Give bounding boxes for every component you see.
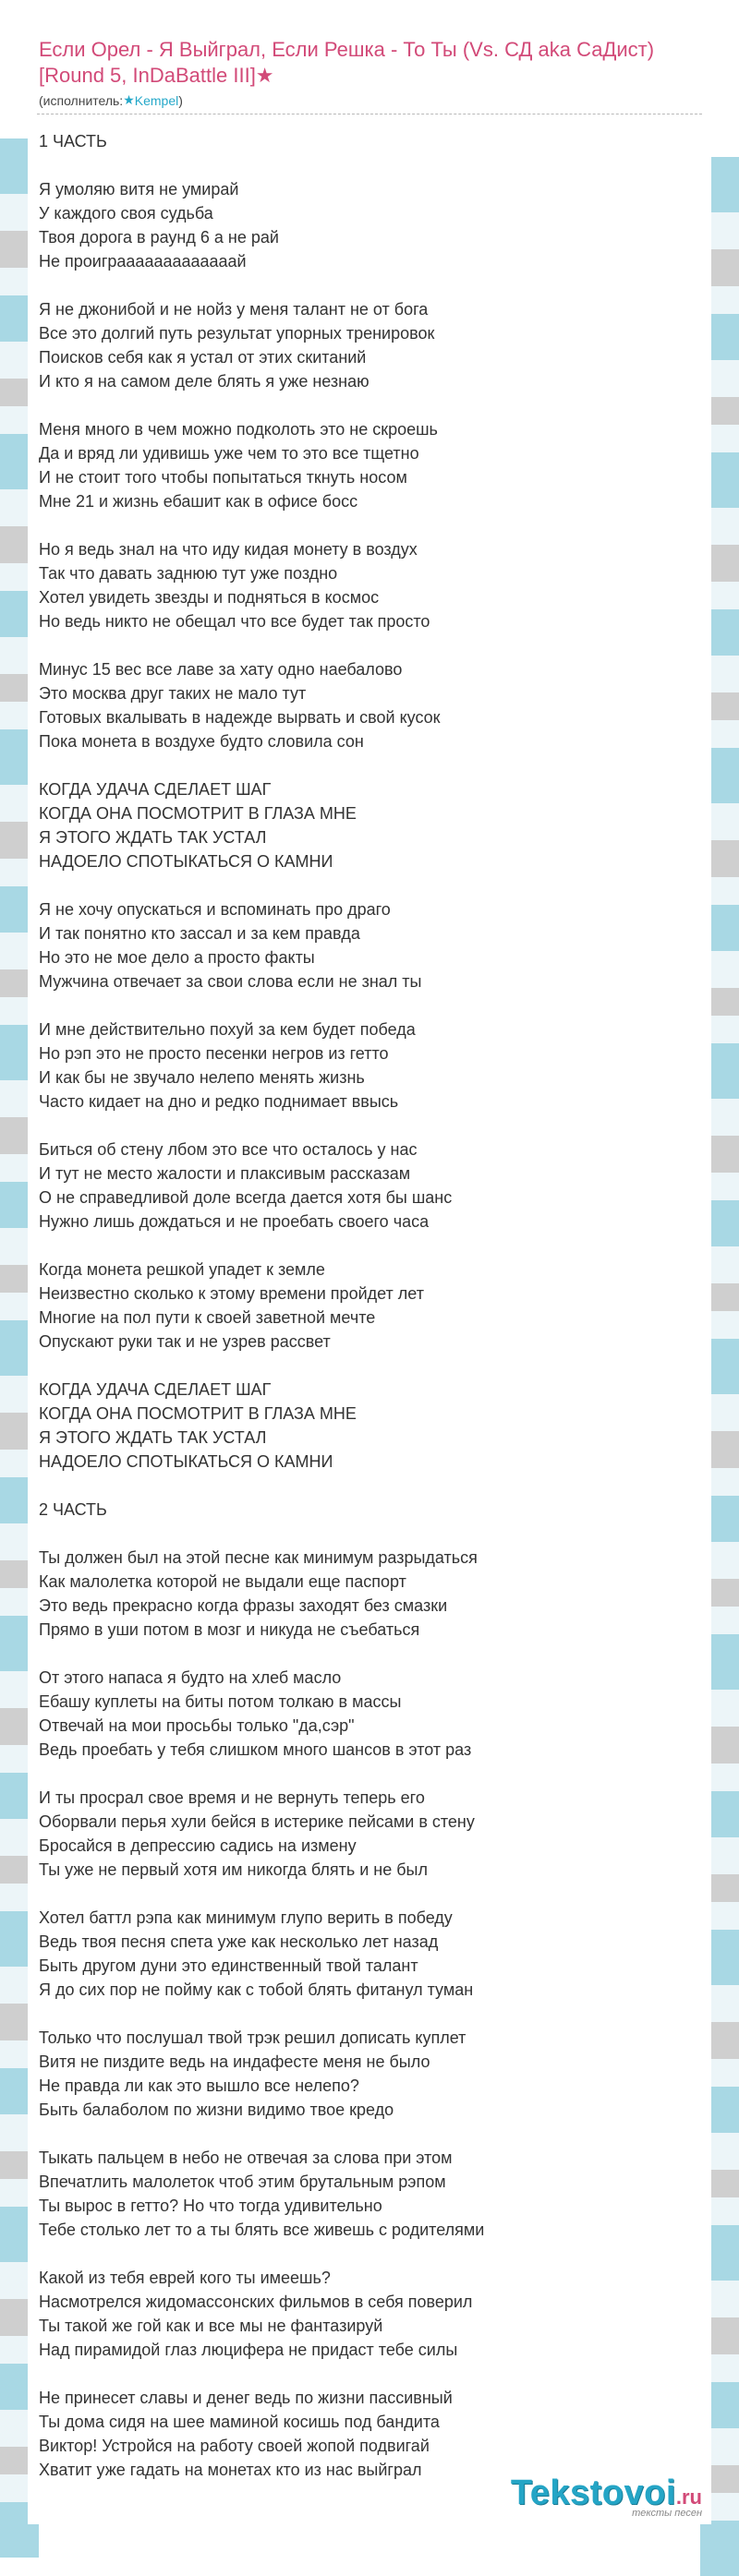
lyric-line: Неизвестно сколько к этому времени пройдет лет bbox=[39, 1284, 424, 1303]
lyric-line: Отвечай на мои просьбы только "да,сэр" bbox=[39, 1716, 355, 1735]
lyric-line: Насмотрелся жидомассонских фильмов в себя поверил bbox=[39, 2293, 473, 2311]
performer-prefix: (исполнитель: bbox=[39, 92, 124, 108]
lyric-line: Готовых вкалывать в надежде вырвать и свой кусок bbox=[39, 708, 441, 727]
lyric-line: Я не хочу опускаться и вспоминать про драго bbox=[39, 900, 391, 919]
lyric-line: Я ЭТОГО ЖДАТЬ ТАК УСТАЛ bbox=[39, 1428, 267, 1447]
lyric-line: Когда монета решкой упадет к земле bbox=[39, 1260, 325, 1279]
stanza-gap bbox=[39, 1354, 711, 1378]
stanza-gap bbox=[39, 633, 711, 657]
lyric-line: Ты должен был на этой песне как минимум разрыдаться bbox=[39, 1548, 478, 1567]
lyric-line: И так понятно кто зассал и за кем правда bbox=[39, 924, 360, 943]
lyric-line: Мужчина отвечает за свои слова если не знал ты bbox=[39, 972, 422, 991]
stanza-gap bbox=[39, 1474, 711, 1498]
stanza-gap bbox=[39, 1234, 711, 1258]
stanza-gap bbox=[39, 2362, 711, 2386]
lyric-line: Не принесет славы и денег ведь по жизни пассивный bbox=[39, 2389, 453, 2407]
stanza-gap bbox=[39, 1882, 711, 1906]
lyric-line: Это ведь прекрасно когда фразы заходят без смазки bbox=[39, 1596, 448, 1615]
lyric-line: Ты уже не первый хотя им никогда блять и не был bbox=[39, 1860, 428, 1879]
lyric-line: Биться об стену лбом это все что осталось у нас bbox=[39, 1140, 418, 1159]
stanza-gap bbox=[39, 873, 711, 897]
lyric-line: Быть другом дуни это единственный твой талант bbox=[39, 1956, 418, 1975]
lyric-line: Все это долгий путь результат упорных тренировок bbox=[39, 324, 435, 343]
stanza-gap bbox=[39, 2242, 711, 2266]
lyric-line: Многие на пол пути к своей заветной мечте bbox=[39, 1308, 376, 1327]
stanza-gap bbox=[39, 1762, 711, 1786]
lyric-line: Пока монета в воздухе будто словила сон bbox=[39, 732, 364, 751]
lyric-line: Это москва друг таких не мало тут bbox=[39, 684, 307, 703]
lyric-line: Но ведь никто не обещал что все будет так просто bbox=[39, 612, 430, 631]
performer-suffix: ) bbox=[178, 92, 183, 108]
performer-line bbox=[39, 92, 711, 108]
stanza-gap bbox=[39, 1522, 711, 1546]
performer-link[interactable]: Kempel bbox=[134, 92, 179, 108]
lyric-line: Твоя дорога в раунд 6 а не рай bbox=[39, 228, 279, 247]
lyric-line: Витя не пиздите ведь на индафесте меня не было bbox=[39, 2052, 430, 2071]
lyric-line: 2 ЧАСТЬ bbox=[39, 1500, 107, 1519]
star-icon: ★ bbox=[123, 92, 135, 107]
stanza-gap bbox=[39, 393, 711, 417]
lyric-line: Не проиграаааааааааааай bbox=[39, 252, 247, 271]
logo-tld: .ru bbox=[675, 2486, 702, 2509]
stanza-gap bbox=[39, 753, 711, 777]
lyric-line: Минус 15 вес все лаве за хату одно наебалово bbox=[39, 660, 403, 679]
lyric-line: Только что послушал твой трэк решил дописать куплет bbox=[39, 2028, 466, 2047]
lyric-line: И мне действительно похуй за кем будет победа bbox=[39, 1020, 416, 1039]
site-logo[interactable] bbox=[511, 2474, 702, 2519]
lyric-line: У каждого своя судьба bbox=[39, 204, 213, 223]
lyric-line: Меня много в чем можно подколоть это не скроешь bbox=[39, 420, 438, 439]
song-title: Если Орел - Я Выйграл, Если Решка - То Ты (Vs. СД aka СаДист) [Round 5, InDaBattle III]★ bbox=[39, 38, 655, 87]
lyric-line: Но рэп это не просто песенки негров из гетто bbox=[39, 1044, 389, 1063]
stanza-gap bbox=[39, 2122, 711, 2146]
stripe-band bbox=[700, 2521, 739, 2576]
stanza-gap bbox=[39, 153, 711, 177]
lyric-line: НАДОЕЛО СПОТЫКАТЬСЯ О КАМНИ bbox=[39, 1452, 333, 1471]
lyric-line: Опускают руки так и не узрев рассвет bbox=[39, 1332, 331, 1351]
lyric-line: Хотел баттл рэпа как минимум глупо верить в победу bbox=[39, 1908, 453, 1927]
lyric-line: Хотел увидеть звезды и подняться в космос bbox=[39, 588, 380, 607]
stanza-gap bbox=[39, 1113, 711, 1138]
lyric-line: Я до сих пор не пойму как с тобой блять фитанул туман bbox=[39, 1980, 474, 1999]
lyric-line: И тут не место жалости и плаксивым рассказам bbox=[39, 1164, 411, 1183]
lyric-line: От этого напаса я будто на хлеб масло bbox=[39, 1668, 342, 1687]
lyric-line: 1 ЧАСТЬ bbox=[39, 132, 107, 150]
logo-word: Tekstovoi bbox=[510, 2474, 676, 2512]
lyric-line: Так что давать заднюю тут уже поздно bbox=[39, 564, 338, 583]
lyrics-text bbox=[39, 129, 711, 2482]
lyric-line: Ебашу куплеты на биты потом толкаю в массы bbox=[39, 1692, 402, 1711]
lyrics-page bbox=[28, 0, 711, 2524]
lyric-line: Но это не мое дело а просто факты bbox=[39, 948, 315, 967]
lyric-line: Часто кидает на дно и редко поднимает ввысь bbox=[39, 1092, 399, 1111]
lyric-line: И ты просрал свое время и не вернуть теперь его bbox=[39, 1788, 425, 1807]
lyric-line: Бросайся в депрессию садись на измену bbox=[39, 1836, 357, 1855]
lyric-line: И как бы не звучало нелепо менять жизнь bbox=[39, 1068, 365, 1087]
lyric-line: Но я ведь знал на что иду кидая монету в воздух bbox=[39, 540, 418, 559]
lyric-line: Виктор! Устройся на работу своей жопой подвигай bbox=[39, 2437, 430, 2455]
lyric-line: И кто я на самом деле блять я уже незнаю bbox=[39, 372, 370, 391]
lyric-line: Хватит уже гадать на монетах кто из нас выйграл bbox=[39, 2461, 422, 2479]
lyric-line: Впечатлить малолеток чтоб этим брутальным рэпом bbox=[39, 2173, 446, 2191]
stanza-gap bbox=[39, 1642, 711, 1666]
lyric-line: Не правда ли как это вышло все нелепо? bbox=[39, 2076, 359, 2095]
lyric-line: НАДОЕЛО СПОТЫКАТЬСЯ О КАМНИ bbox=[39, 852, 333, 871]
lyric-line: Как малолетка которой не выдали еще паспорт bbox=[39, 1572, 406, 1591]
stanza-gap bbox=[39, 273, 711, 297]
lyric-line: Какой из тебя еврей кого ты имеешь? bbox=[39, 2269, 331, 2287]
lyric-line: Я не джонибой и не нойз у меня талант не от бога bbox=[39, 300, 429, 319]
lyric-line: КОГДА УДАЧА СДЕЛАЕТ ШАГ bbox=[39, 1380, 272, 1399]
logo-tagline: тексты песен bbox=[632, 2508, 702, 2519]
lyric-line: И не стоит того чтобы попытаться ткнуть носом bbox=[39, 468, 407, 487]
lyric-line: Тебе столько лет то а ты блять все живешь с родителями bbox=[39, 2221, 485, 2239]
lyric-line: Поисков себя как я устал от этих скитаний bbox=[39, 348, 367, 367]
lyric-line: Ты дома сидя на шее маминой косишь под бандита bbox=[39, 2413, 440, 2431]
lyric-line: Ведь твоя песня спета уже как несколько лет назад bbox=[39, 1932, 439, 1951]
stanza-gap bbox=[39, 993, 711, 1017]
lyric-line: О не справедливой доле всегда дается хотя бы шанс bbox=[39, 1188, 453, 1207]
lyric-line: Ты такой же гой как и все мы не фантазируй bbox=[39, 2317, 383, 2335]
lyric-line: Я ЭТОГО ЖДАТЬ ТАК УСТАЛ bbox=[39, 828, 267, 847]
stanza-gap bbox=[39, 513, 711, 537]
lyric-line: Над пирамидой глаз люцифера не придаст тебе силы bbox=[39, 2341, 458, 2359]
lyric-line: Тыкать пальцем в небо не отвечая за слова при этом bbox=[39, 2149, 453, 2167]
lyric-line: Нужно лишь дождаться и не проебать своего часа bbox=[39, 1212, 430, 1231]
lyric-line: Быть балаболом по жизни видимо твое кредо bbox=[39, 2101, 394, 2119]
lyric-line: КОГДА УДАЧА СДЕЛАЕТ ШАГ bbox=[39, 780, 272, 799]
lyric-line: Ты вырос в гетто? Но что тогда удивительно bbox=[39, 2197, 382, 2215]
lyric-line: Да и вряд ли удивишь уже чем то это все тщетно bbox=[39, 444, 419, 463]
lyric-line: Оборвали перья хули бейся в истерике пейсами в стену bbox=[39, 1812, 475, 1831]
lyric-line: Ведь проебать у тебя слишком много шансов в этот раз bbox=[39, 1740, 472, 1759]
stanza-gap bbox=[39, 2002, 711, 2026]
lyric-line: Я умоляю витя не умирай bbox=[39, 180, 239, 199]
lyric-line: Мне 21 и жизнь ебашит как в офисе босс bbox=[39, 492, 358, 511]
lyric-line: КОГДА ОНА ПОСМОТРИТ В ГЛАЗА МНЕ bbox=[39, 1404, 357, 1423]
lyric-line: Прямо в уши потом в мозг и никуда не съебаться bbox=[39, 1620, 420, 1639]
lyric-line: КОГДА ОНА ПОСМОТРИТ В ГЛАЗА МНЕ bbox=[39, 804, 357, 823]
